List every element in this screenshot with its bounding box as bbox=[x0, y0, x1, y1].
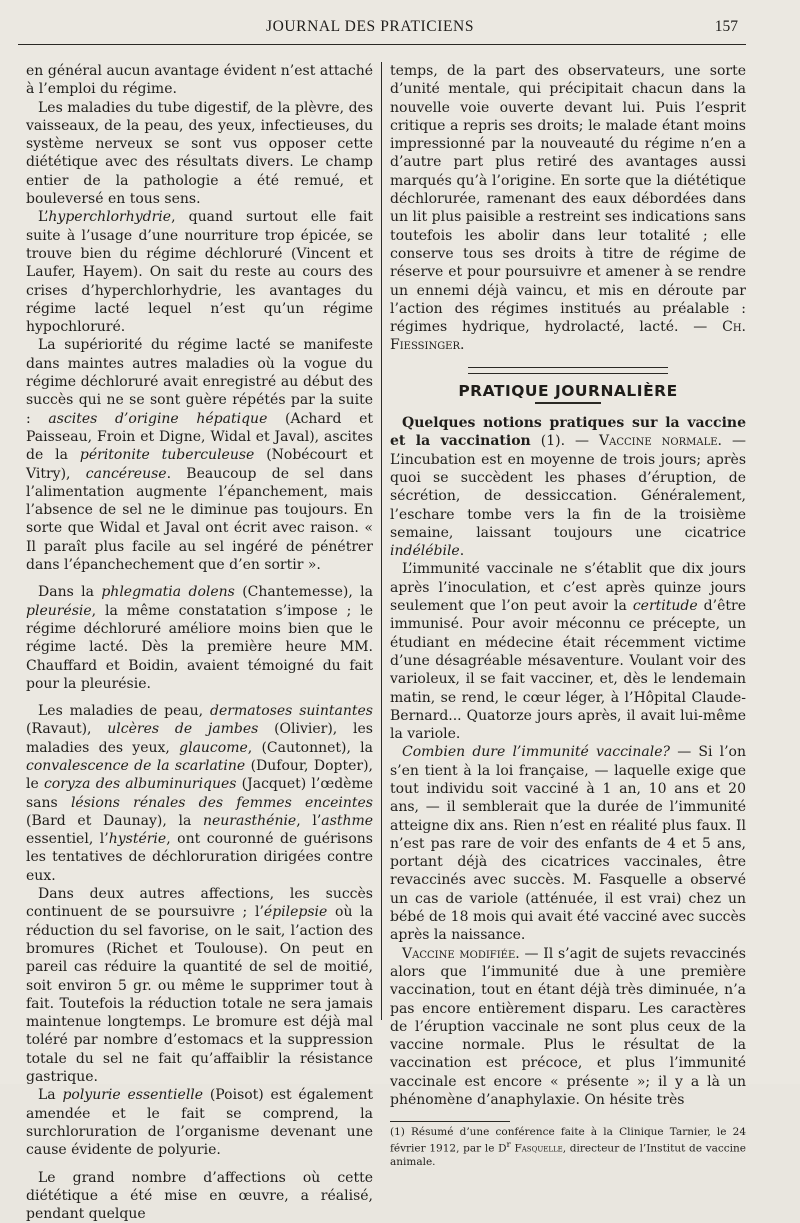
left-column bbox=[26, 62, 373, 1223]
paragraph: Vaccine modifiée. — Il s’agit de sujets revaccinés alors que l’immunité due à une première vaccination, tout en étant déjà très diminuée, n’a pas encore entièrement disparu. Les caractères de l’éruption vaccinale ne sont plus ceux de la vaccine normale. Plus le résultat de la vaccination est précoce, et plus l’immunité vaccinale est encore « présente »; il y a là un phénomène d’anaphylaxie. On hésite très bbox=[390, 945, 746, 1109]
paragraph: La supériorité du régime lacté se manifeste dans maintes autres maladies où la vogue du régime déchloruré avait enregistré au début des succès qui ne se sont guère répétés par la suite : ascites d’origine hépatique (Achard et Paisseau, Froin et Digne, Widal et Javal), ascites de la péritonite tuberculeuse (Nobécourt et Vitry), cancéreuse. Beaucoup de sel dans l’alimentation augmente l’épanchement, mais l’absence de sel ne le diminue pas toujours. En sorte que Widal et Javal ont écrit avec raison. « Il paraît plus facile au sel ingéré de pénétrer dans l’épanchechement que d’en sortir ». bbox=[26, 337, 374, 574]
paragraph: en général aucun avantage évident n’est attaché à l’emploi du régime. bbox=[26, 63, 373, 98]
footnote: (1) Résumé d’une conférence faite à la Clinique Tarnier, le 24 février 1912, par le $D^r$ Fasquelle, directeur de l’Institut de vaccine animale. bbox=[390, 1126, 746, 1168]
paragraph: Dans la phlegmatia dolens (Chantemesse), la pleurésie, la même constatation s’impose ; le régime déchloruré améliore moins bien que le régime lacté. Dès la première heure MM. Chauffard et Boidin, avaient témoigné du fait pour la pleurésie. bbox=[26, 584, 373, 692]
paragraph: Les maladies du tube digestif, de la plèvre, des vaisseaux, de la peau, des yeux, infectieuses, du système nerveux se sont vus opposer cette diététique avec des résultats divers. Le champ entier de la pathologie a été remué, et bouleversé en tous sens. bbox=[26, 99, 373, 208]
paragraph: L’immunité vaccinale ne s’établit que dix jours après l’inoculation, et c’est après quinze jours seulement que l’on peut avoir la certitude d’être immunisé. Pour avoir méconnu ce précepte, un étudiant en médecine était récemment victime d’une désagréable mésaventure. Voulant voir des varioleux, il se fait vacciner, et, dès le lendemain matin, se rend, le cœur léger, à l’Hôpital Claude-Bernard... Quatorze jours après, il avait lui-même la variole. bbox=[390, 561, 746, 743]
column-divider bbox=[381, 62, 382, 1020]
footnote-rule bbox=[390, 1121, 510, 1122]
paragraph: Quelques notions pratiques sur la vaccine et la vaccination (1). — Vaccine normale. — L’incubation est en moyenne de trois jours; après quoi se succèdent les phases d’éruption, de sécrétion, de dessiccation. Généralement, l’eschare tombe vers la fin de la troisième semaine, laissant toujours une cicatrice indélébile. bbox=[390, 415, 746, 560]
section-ornament bbox=[468, 367, 668, 374]
article-title: Quelques notions pratiques sur la vaccine et la vaccination bbox=[390, 415, 746, 450]
paragraph: Combien dure l’immunité vaccinale? — Si l’on s’en tient à la loi française, — laquelle exige que tout individu soit vacciné à 1 an, 10 ans et 20 ans, — il semblerait que la durée de l’immunité atteigne dix ans. Rien n’est en réalité plus faux. Il n’est pas rare de voir des enfants de 4 et 5 ans, portant déjà des cicatrices vaccinales, être revaccinés avec succès. M. Fasquelle a observé un cas de variole (atténuée, il est vrai) chez un bébé de 18 mois qui avait été vacciné avec succès après la naissance. bbox=[390, 744, 746, 944]
paragraph: L’hyperchlorhydrie, quand surtout elle fait suite à l’usage d’une nourriture trop épicée, se trouve bien du régime déchloruré (Vincent et Laufer, Hayem). On sait du reste au cours des crises d’hyperchlorhydrie, les avantages du régime lacté lequel n’est qu’un régime hypochloruré. bbox=[26, 209, 373, 336]
journal-title: JOURNAL DES PRATICIENS bbox=[265, 18, 475, 35]
page-header bbox=[0, 0, 800, 48]
paragraph: temps, de la part des observateurs, une sorte d’unité mentale, qui précipitait chacun dans la nouvelle voie ouverte devant lui. Puis l’esprit critique a repris ses droits; le malade étant moins impressionné par la nouveauté du régime n’en a d’autre part plus retiré des avantages aussi marqués qu’à l’origine. En sorte que la diététique déchlorurée, ramenant des eaux débordées dans un lit plus paisible a restreint ses indications sans toutefois les abolir dans leur totalité ; elle conserve tous ses droits à titre de régime de réserve et pour poursuivre et amener à se rendre un ennemi déjà vaincu, et mis en déroute par l’action des régimes institués au préalable : régimes hydrique, hydrolacté, lacté. — Ch. Fiessinger. bbox=[390, 63, 746, 354]
section-heading: PRATIQUE JOURNALIÈRE bbox=[458, 381, 678, 400]
right-column bbox=[390, 62, 746, 1169]
page-number: 157 bbox=[714, 18, 738, 35]
paragraph: La polyurie essentielle (Poisot) est également amendée et le fait se comprend, la surchloruration de l’organisme devenant une cause évidente de polyurie. bbox=[26, 1087, 373, 1159]
paragraph: Dans deux autres affections, les succès continuent de se poursuivre ; l’épilepsie où la réduction du sel favorise, on le sait, l’action des bromures (Richet et Toulouse). On peut en pareil cas réduire la quantité de sel de moitié, soit environ 5 gr. ou même le supprimer tout à fait. Toutefois la réduction totale ne sera jamais maintenue longtemps. Le bromure est déjà mal toléré par nombre d’estomacs et la suppression totale du sel ne fait qu’affaiblir la résistance gastrique. bbox=[26, 886, 373, 1086]
paragraph: Les maladies de peau, dermatoses suintantes (Ravaut), ulcères de jambes (Olivier), les maladies des yeux, glaucome, (Cautonnet), la convalescence de la scarlatine (Dufour, Dopter), le coryza des albuminuriques (Jacquet) l’œdème sans lésions rénales des femmes enceintes (Bard et Daunay), la neurasthénie, l’asthme essentiel, l’hystérie, ont couronné de guérisons les tentatives de déchloruration dirigées contre eux. bbox=[26, 703, 374, 884]
header-rule bbox=[18, 44, 746, 45]
paragraph: Le grand nombre d’affections où cette diététique a été mise en œuvre, a réalisé, pendant quelque bbox=[26, 1169, 373, 1223]
section-underline bbox=[535, 402, 601, 404]
author-signature: Ch. Fiessinger. bbox=[390, 319, 746, 354]
